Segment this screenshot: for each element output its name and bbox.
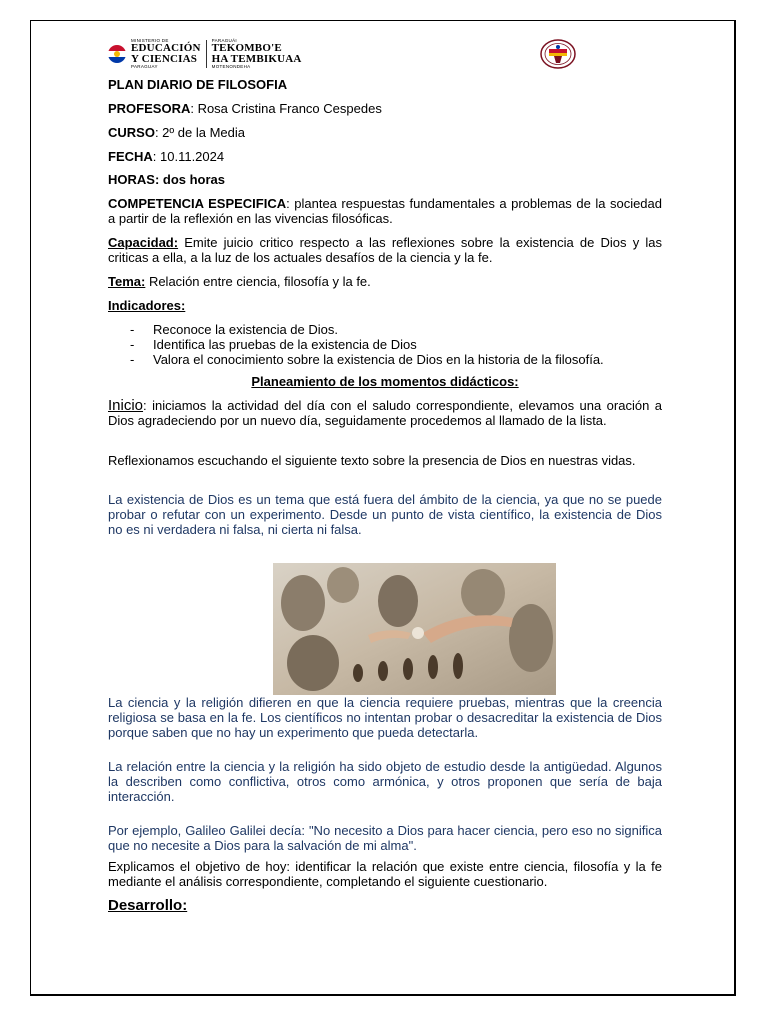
course-line: CURSO: 2º de la Media: [108, 125, 245, 140]
objective-paragraph: Explicamos el objetivo de hoy: identificar la relación que existe entre ciencia, filosofía y la fe mediante el análisis correspondiente, completando el siguiente cuestionario.: [108, 859, 662, 889]
quote-paragraph-3: La relación entre la ciencia y la religión ha sido objeto de estudio desde la antigüedad. Algunos la describen como conflictiva, otros como armónica, y otros proponen que sería de baja interacción.: [108, 759, 662, 804]
list-item: - Identifica las pruebas de la existencia de Dios: [130, 337, 417, 352]
date-line: FECHA: 10.11.2024: [108, 149, 225, 164]
ministry-logo: [108, 39, 302, 69]
development-heading: Desarrollo:: [108, 897, 188, 914]
capacity-paragraph: Capacidad: Emite juicio critico respecto a las reflexiones sobre la existencia de Dios y las criticas a ella, a la luz de los actuales desafíos de la ciencia y la fe.: [108, 235, 662, 265]
indicators-heading: Indicadores:: [108, 298, 186, 313]
header-logos: [108, 35, 692, 75]
ministry-name: MINISTERIO DE EDUCACIÓN Y CIENCIAS PARAGUAY: [131, 37, 201, 69]
paraguay-flag-icon: [108, 45, 126, 63]
planning-heading: Planeamiento de los momentos didácticos:: [251, 374, 519, 389]
quote-paragraph-1: La existencia de Dios es un tema que está fuera del ámbito de la ciencia, ya que no se puede probar o refutar con un experimento. Desde un punto de vista científico, la existencia de Dios no es ni verdadera ni falsa, ni cierta ni falsa.: [108, 492, 662, 537]
indicators-list: [108, 322, 662, 367]
topic-line: Tema: Relación entre ciencia, filosofía y la fe.: [108, 274, 371, 289]
school-seal-icon: [540, 36, 576, 72]
ministry-name-guarani: PARAGUÁI TEKOMBO'E HA TEMBIKUAA MOTENONDEHA: [211, 37, 302, 69]
list-item: - Valora el conocimiento sobre la existencia de Dios en la historia de la filosofía.: [130, 352, 604, 367]
logo-divider: [206, 40, 207, 68]
competence-paragraph: COMPETENCIA ESPECIFICA: plantea respuestas fundamentales a problemas de la sociedad a partir de la reflexión en las vivencias filosóficas.: [108, 196, 663, 226]
list-item: - Reconoce la existencia de Dios.: [130, 322, 338, 337]
document-title: PLAN DIARIO DE FILOSOFIA: [108, 77, 288, 92]
start-paragraph: Inicio: iniciamos la actividad del día con el saludo correspondiente, elevamos una oración a Dios agradeciendo por un nuevo día, seguidamente procedemos al llamado de la lista.: [108, 397, 662, 428]
quote-paragraph-2: La ciencia y la religión difieren en que la ciencia requiere pruebas, mientras que la creencia religiosa se basa en la fe. Los científicos no intentan probar o desacreditar la existencia de Dios porque saben que no hay un experimento que pueda detectarla.: [108, 695, 662, 740]
teacher-line: PROFESORA: Rosa Cristina Franco Cespedes: [108, 101, 382, 116]
document-page: [30, 20, 736, 996]
reflect-paragraph: Reflexionamos escuchando el siguiente texto sobre la presencia de Dios en nuestras vidas.: [108, 453, 636, 468]
hours-line: HORAS: dos horas: [108, 172, 226, 187]
quote-paragraph-4: Por ejemplo, Galileo Galilei decía: "No necesito a Dios para hacer ciencia, pero eso no significa que no necesite a Dios para la salvación de mi alma".: [108, 823, 662, 853]
science-faith-illustration: [273, 563, 556, 695]
